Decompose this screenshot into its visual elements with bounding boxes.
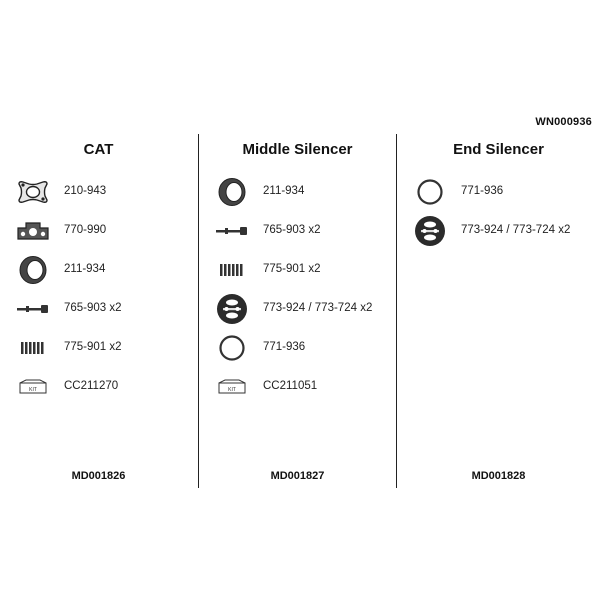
- column-footer: MD001828: [471, 470, 526, 482]
- part-number: CC211270: [64, 380, 119, 392]
- column-footer: MD001826: [71, 470, 126, 482]
- part-row: [199, 177, 396, 207]
- mounting-bracket-icon: [16, 216, 50, 246]
- column-title: End Silencer: [453, 141, 544, 158]
- part-row: [0, 333, 197, 363]
- rubber-hanger-icon: [215, 294, 249, 324]
- bolt-icon: [215, 216, 249, 246]
- sealing-ring-icon: [215, 177, 249, 207]
- sealing-ring-icon: [16, 255, 50, 285]
- spring-icon: [215, 255, 249, 285]
- part-number: 773-924 / 773-724 x2: [461, 224, 571, 236]
- bolt-icon: [16, 294, 50, 324]
- column-title: CAT: [83, 141, 114, 158]
- part-row: [0, 294, 197, 324]
- kit-icon: [16, 372, 50, 402]
- part-number: 771-936: [263, 341, 306, 353]
- column-title: Middle Silencer: [242, 141, 353, 158]
- part-row: [0, 372, 197, 402]
- part-row: [199, 333, 396, 363]
- part-number: 773-924 / 773-724 x2: [263, 302, 373, 314]
- rubber-ring-icon: [215, 333, 249, 363]
- part-number: 775-901 x2: [64, 341, 122, 353]
- kit-icon: [215, 372, 249, 402]
- column-cat: [0, 134, 197, 488]
- part-number: 765-903 x2: [263, 224, 321, 236]
- part-row: [199, 372, 396, 402]
- part-number: 775-901 x2: [263, 263, 321, 275]
- part-row: [0, 177, 197, 207]
- column-middle-silencer: [198, 134, 396, 488]
- part-row: [0, 255, 197, 285]
- part-number: 765-903 x2: [64, 302, 122, 314]
- column-end-silencer: [396, 134, 600, 488]
- part-number: 770-990: [64, 224, 107, 236]
- part-row: [199, 216, 396, 246]
- part-number: 210-943: [64, 185, 107, 197]
- part-row: [199, 255, 396, 285]
- part-row: [397, 216, 600, 246]
- reference-number: WN000936: [535, 116, 592, 128]
- svg-text:KIT: KIT: [228, 387, 236, 393]
- part-number: CC211051: [263, 380, 318, 392]
- flange-gasket-icon: [16, 177, 50, 207]
- column-footer: MD001827: [270, 470, 325, 482]
- part-row: [0, 216, 197, 246]
- part-number: 211-934: [64, 263, 106, 275]
- part-row: [199, 294, 396, 324]
- rubber-ring-icon: [413, 177, 447, 207]
- part-number: 211-934: [263, 185, 305, 197]
- svg-text:KIT: KIT: [29, 387, 37, 393]
- rubber-hanger-icon: [413, 216, 447, 246]
- spring-icon: [16, 333, 50, 363]
- part-number: 771-936: [461, 185, 504, 197]
- part-row: [397, 177, 600, 207]
